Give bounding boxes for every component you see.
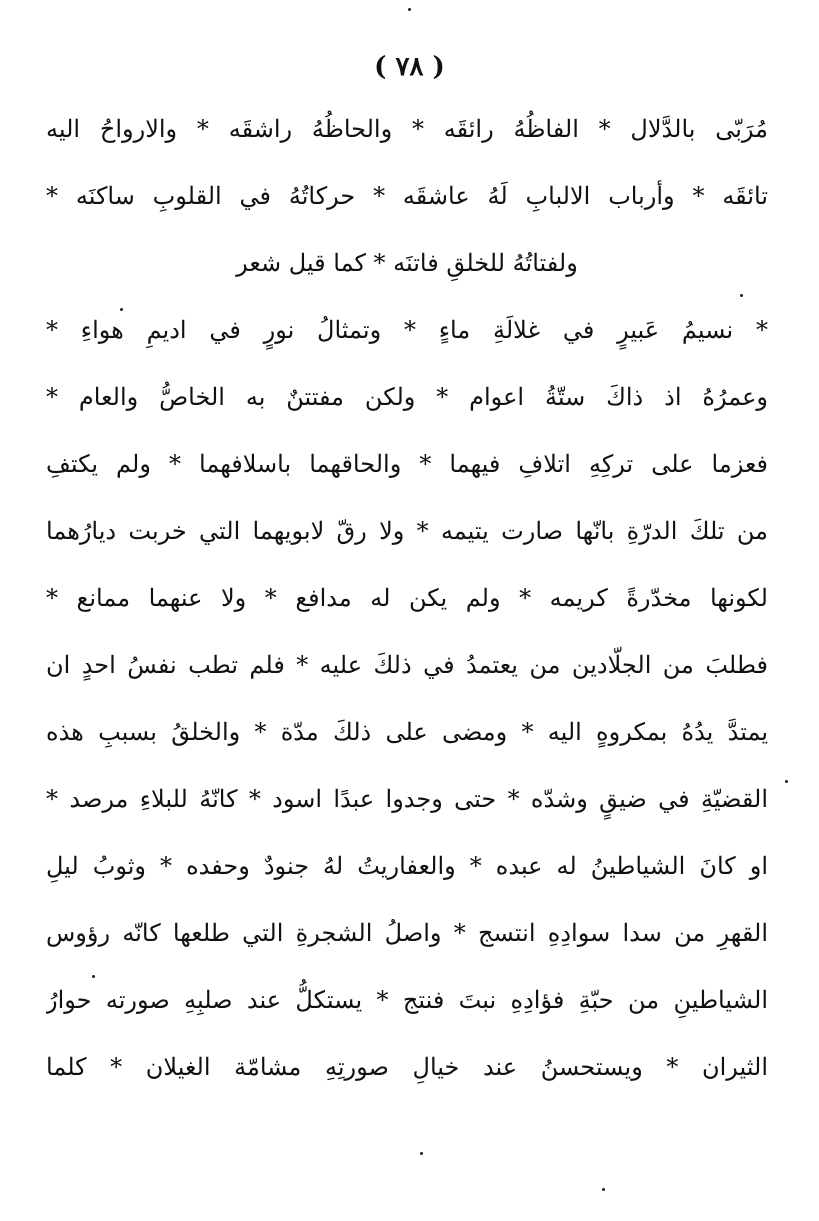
- page-number: ( ٧٨ ): [374, 52, 445, 82]
- scan-speck: [602, 1188, 605, 1191]
- text-line-14: الشياطينِ من حبّةِ فؤادِهِ نبتَ فنتج * يستكلُّ عند صلبِهِ صورته حوارُ: [46, 986, 768, 1014]
- text-line-12: او كانَ الشياطينُ له عبده * والعفاريتُ لهُ جنودٌ وحفده * وثوبُ ليلِ: [46, 852, 768, 880]
- scan-speck: [92, 975, 95, 978]
- scan-speck: [120, 308, 123, 311]
- scan-speck: [408, 8, 411, 11]
- text-line-8: لكونها مخدّرةً كريمه * ولم يكن له مدافع * ولا عنهما ممانع *: [46, 584, 768, 612]
- text-line-10: يمتدَّ يدُهُ بمكروهٍ اليه * ومضى على ذلكَ مدّة * والخلقُ بسببِ هذه: [46, 718, 768, 746]
- text-line-15: الثيران * ويستحسنُ عند خيالِ صورتِهِ مشامّة الغيلان * كلما: [46, 1053, 768, 1081]
- text-line-7: من تلكَ الدرّةِ بانّها صارت يتيمه * ولا رقّ لابويهما التي خربت ديارُهما: [46, 517, 768, 545]
- text-line-13: القهرِ من سدا سوادِهِ انتسج * واصلُ الشجرةِ التي طلعها كانّه رؤوس: [46, 919, 768, 947]
- text-line-2: تائقَه * وأرباب الالبابِ لَهُ عاشقَه * حركاتُهُ في القلوبِ ساكنَه *: [46, 182, 768, 210]
- text-line-6: فعزما على تركِهِ اتلافِ فيهما * والحاقهما باسلافهما * ولم يكتفِ: [46, 450, 768, 478]
- body-text: [46, 96, 768, 1101]
- scan-speck: [785, 780, 788, 783]
- scan-speck: [420, 1152, 423, 1155]
- text-line-11: القضيّةِ في ضيقٍ وشدّه * حتى وجدوا عبدًا اسود * كانّهُ للبلاءِ مرصد *: [46, 785, 768, 813]
- text-line-9: فطلبَ من الجلّادين من يعتمدُ في ذلكَ عليه * فلم تطب نفسُ احدٍ ان: [46, 651, 768, 679]
- text-line-3: ولفتاتُهُ للخلقِ فاتنَه * كما قيل شعر: [236, 249, 578, 277]
- text-line-1: مُرَبّى بالدَّلال * الفاظُهُ رائقَه * والحاظُهُ راشقَه * والارواحُ اليه: [46, 115, 768, 143]
- scan-speck: [740, 294, 743, 297]
- verse-line: * نسيمُ عَبيرٍ في غلالَةِ ماءٍ * وتمثالُ نورٍ في اديمِ هواءِ *: [46, 316, 768, 344]
- text-line-5: وعمرُهُ اذ ذاكَ ستّةُ اعوام * ولكن مفتتنٌ به الخاصُّ والعام *: [46, 383, 768, 411]
